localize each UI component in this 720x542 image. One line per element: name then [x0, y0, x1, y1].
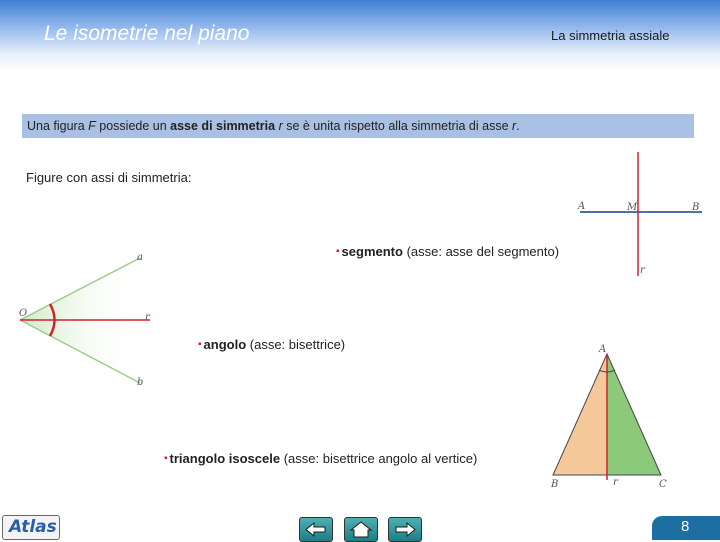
item-segmento: ▪ segmento (asse: asse del segmento) [336, 244, 560, 259]
definition-text: Una figura F possiede un asse di simmetria r se è unita rispetto alla simmetria di asse r. [27, 119, 520, 133]
definition-box [22, 114, 694, 138]
segment-label-a: A [578, 201, 586, 212]
section-title: La simmetria assiale [551, 28, 670, 43]
figures-intro: Figure con assi di simmetria: [26, 170, 192, 185]
triangle-label-r: r [613, 477, 618, 488]
triangle-label-b: B [551, 479, 559, 490]
bullet-icon: ▪ [336, 246, 340, 257]
page-number-box [652, 516, 720, 540]
triangle-label-a: A [599, 344, 607, 355]
triangle-label-c: C [659, 479, 667, 490]
angle-label-o: O [19, 308, 28, 319]
item-angolo: ▪ angolo (asse: bisettrice) [198, 337, 346, 352]
segment-label-r: r [640, 265, 645, 276]
angle-label-b: b [137, 377, 144, 388]
home-icon [348, 520, 374, 539]
segment-label-m: M [627, 202, 638, 213]
page-number: 8 [681, 518, 690, 535]
angle-label-a: a [137, 252, 143, 263]
segment-label-b: B [692, 202, 700, 213]
header-bar [0, 0, 720, 72]
triangle-figure [545, 340, 675, 490]
prev-button[interactable] [299, 517, 333, 542]
item-triangolo: ▪ triangolo isoscele (asse: bisettrice angolo al vertice) [164, 451, 478, 466]
angle-figure [15, 248, 160, 393]
page-title: Le isometrie nel piano [44, 22, 250, 45]
arrow-right-icon [392, 520, 418, 539]
bullet-icon: ▪ [164, 453, 168, 464]
segment-figure [570, 150, 710, 280]
bullet-icon: ▪ [198, 339, 202, 350]
atlas-logo: Atlas [2, 515, 60, 540]
home-button[interactable] [344, 517, 378, 542]
next-button[interactable] [388, 517, 422, 542]
angle-label-r: r [145, 312, 150, 323]
arrow-left-icon [303, 520, 329, 539]
